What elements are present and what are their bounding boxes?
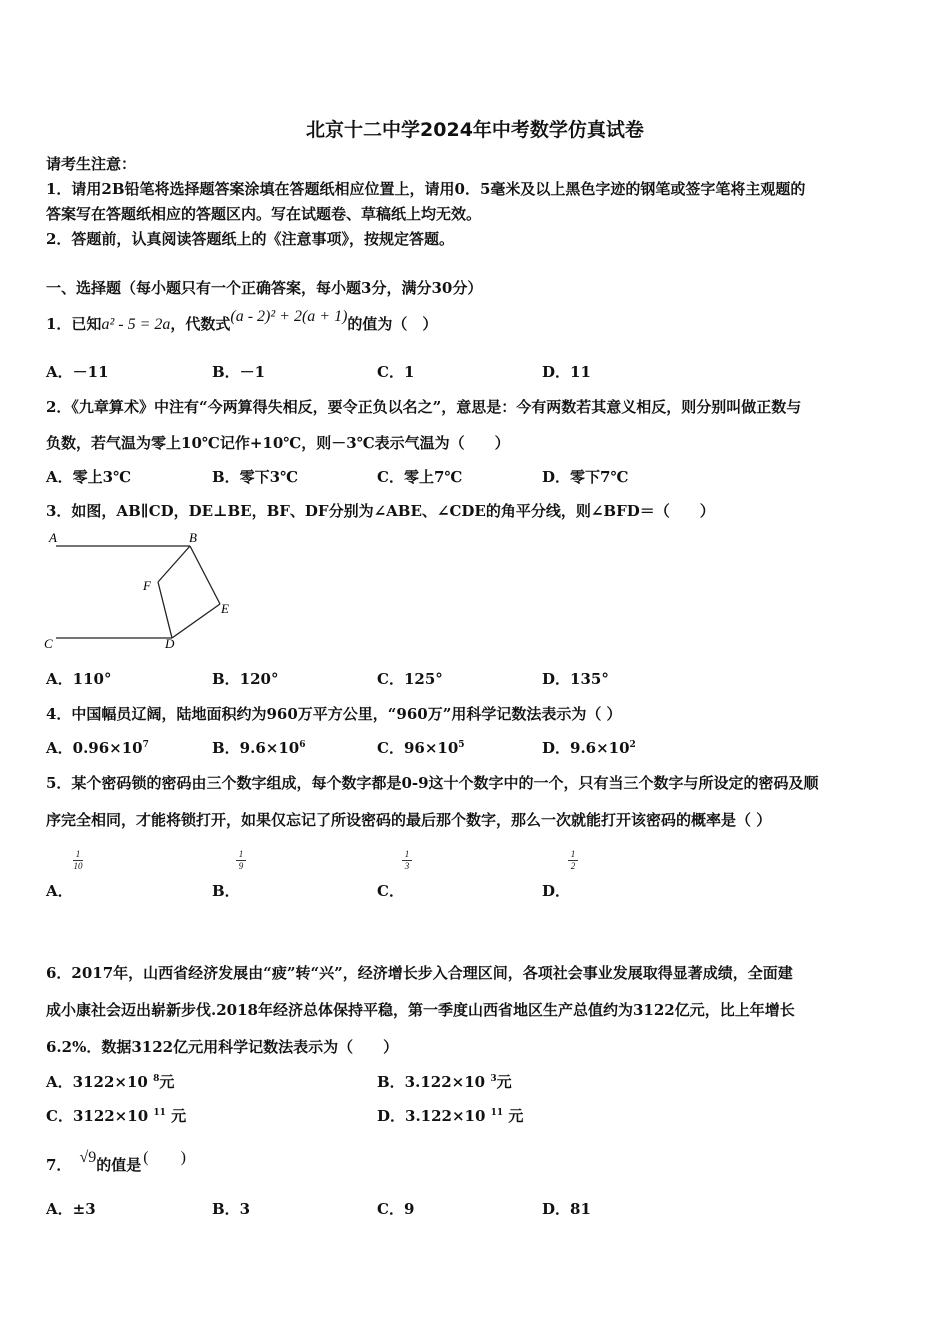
option-d[interactable]: D．零下7℃ xyxy=(542,468,629,486)
option-d[interactable]: D．81 xyxy=(542,1200,591,1218)
option-a[interactable]: A．3122×10 $^8$元 xyxy=(46,1073,175,1091)
option-d[interactable]: D．3.122×10 $^{11}$ 元 xyxy=(377,1107,524,1125)
figure-label: A xyxy=(49,530,57,545)
question-1 xyxy=(46,308,438,334)
option-a[interactable]: A．－11 xyxy=(46,363,109,381)
page-title: 北京十二中学2024年中考数学仿真试卷 xyxy=(306,119,644,141)
option-c[interactable]: C．1 xyxy=(377,363,415,381)
option-b[interactable]: B．零下3℃ xyxy=(212,468,299,486)
option-c[interactable]: C． xyxy=(377,882,404,900)
segment-fd xyxy=(158,582,172,638)
question-7-paren: ( ) xyxy=(143,1149,186,1166)
fraction: 1 9 xyxy=(236,849,246,872)
option-c[interactable]: C．$96\times 10^5$ xyxy=(377,739,465,757)
question-7-radical: √9 xyxy=(79,1149,97,1166)
section-heading: 一、选择题（每小题只有一个正确答案，每小题3分，满分30分） xyxy=(46,279,483,297)
option-d[interactable]: D． xyxy=(542,882,571,900)
figure-label: E xyxy=(221,601,229,616)
option-a[interactable]: A．$0.96\times 10^7$ xyxy=(46,739,149,757)
option-c[interactable]: C．3122×10 $^{11}$ 元 xyxy=(46,1107,187,1125)
question-7 xyxy=(46,1149,186,1175)
question-6-line: 6．2017年，山西省经济发展由“疲”转“兴”，经济增长步入合理区间，各项社会事业发展取得显著成绩，全面建 xyxy=(46,964,793,982)
option-a[interactable]: A．110° xyxy=(46,670,112,688)
option-a[interactable]: A．零上3℃ xyxy=(46,468,132,486)
question-1-expression: (a - 2)² + 2(a + 1) xyxy=(230,308,348,325)
notice-line: 答案写在答题纸相应的答题区内。写在试题卷、草稿纸上均无效。 xyxy=(46,205,482,223)
question-2-line: 2．《九章算术》中注有“今两算得失相反，要令正负以名之”，意思是：今有两数若其意义相反，则分别叫做正数与 xyxy=(46,398,802,416)
option-b[interactable]: B． xyxy=(212,882,240,900)
option-c[interactable]: C．零上7℃ xyxy=(377,468,463,486)
question-1-condition: a² - 5 = 2a xyxy=(101,316,171,333)
question-6-line: 6.2%．数据3122亿元用科学记数法表示为（ ） xyxy=(46,1038,399,1056)
question-1-mid: ，代数式 xyxy=(170,315,231,333)
option-b[interactable]: B．3.122×10 $^3$元 xyxy=(377,1073,512,1091)
option-c[interactable]: C．125° xyxy=(377,670,443,688)
figure-label: C xyxy=(44,636,53,651)
notice-heading: 请考生注意： xyxy=(46,155,137,173)
question-1-prefix: 1．已知 xyxy=(46,315,102,333)
segment-be xyxy=(190,546,220,604)
question-5-line: 序完全相同，才能将锁打开，如果仅忘记了所设密码的最后那个数字，那么一次就能打开该密码的概率是（ ） xyxy=(46,811,772,829)
question-7-suffix: 的值是 xyxy=(96,1156,142,1174)
option-a[interactable]: A． xyxy=(46,882,73,900)
fraction: 1 10 xyxy=(73,849,83,871)
option-b[interactable]: B．－1 xyxy=(212,363,266,381)
option-b[interactable]: B．3 xyxy=(212,1200,251,1218)
question-6-line: 成小康社会迈出崭新步伐.2018年经济总体保持平稳，第一季度山西省地区生产总值约为3122亿元，比上年增长 xyxy=(46,1001,795,1019)
fraction: 1 2 xyxy=(568,849,578,872)
option-d[interactable]: D．11 xyxy=(542,363,591,381)
question-2-line: 负数，若气温为零上10℃记作+10℃，则－3℃表示气温为（ ） xyxy=(46,434,510,452)
option-a[interactable]: A．±3 xyxy=(46,1200,96,1218)
geometry-figure xyxy=(40,526,240,656)
question-3: 3．如图，AB∥CD，DE⊥BE，BF、DF分别为∠ABE、∠CDE的角平分线，则∠BFD＝（ ） xyxy=(46,502,715,520)
figure-label: F xyxy=(143,578,151,593)
question-7-prefix: 7． xyxy=(46,1156,72,1174)
figure-label: B xyxy=(189,530,197,545)
option-c[interactable]: C．9 xyxy=(377,1200,415,1218)
option-d[interactable]: D．$9.6\times 10^2$ xyxy=(542,739,636,757)
question-4: 4．中国幅员辽阔，陆地面积约为960万平方公里，“960万”用科学记数法表示为（ ） xyxy=(46,705,622,723)
segment-ed xyxy=(172,604,220,638)
figure-label: D xyxy=(165,636,175,651)
segment-bf xyxy=(158,546,190,582)
option-b[interactable]: B．$9.6\times 10^6$ xyxy=(212,739,306,757)
option-b[interactable]: B．120° xyxy=(212,670,279,688)
question-1-suffix: 的值为（ ） xyxy=(347,315,438,333)
notice-line: 1．请用2B铅笔将选择题答案涂填在答题纸相应位置上，请用0．5毫米及以上黑色字迹的钢笔或签字笔将主观题的 xyxy=(46,180,806,198)
fraction: 1 3 xyxy=(402,849,412,872)
question-5-line: 5．某个密码锁的密码由三个数字组成，每个数字都是0-9这十个数字中的一个，只有当三个数字与所设定的密码及顺 xyxy=(46,774,819,792)
notice-line: 2．答题前，认真阅读答题纸上的《注意事项》，按规定答题。 xyxy=(46,230,454,248)
option-d[interactable]: D．135° xyxy=(542,670,609,688)
